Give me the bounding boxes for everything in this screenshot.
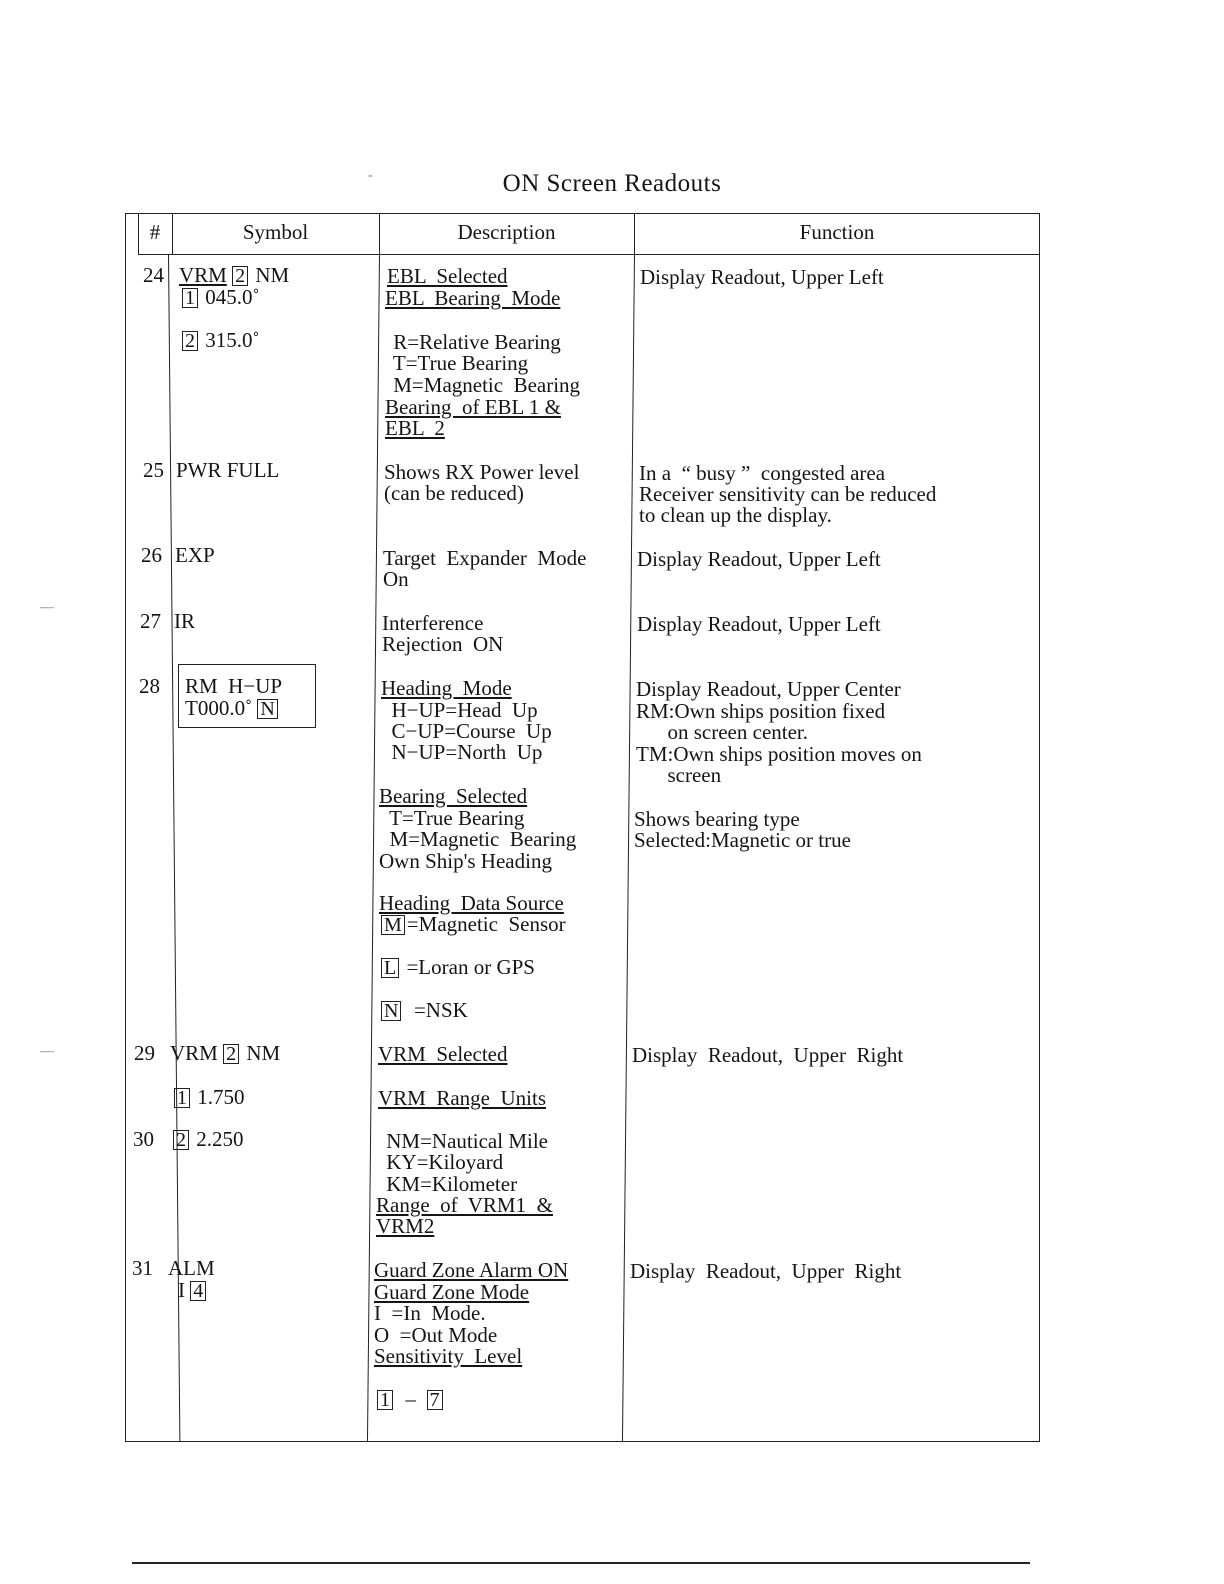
row-number: 29: [134, 1041, 155, 1065]
function-text: TM:Own ships position moves on: [636, 742, 922, 766]
description-text: KY=Kiloyard: [381, 1150, 504, 1174]
description-heading: Range of VRM1 &: [376, 1193, 553, 1217]
description-heading: EBL Selected: [387, 264, 508, 288]
symbol-text: 2.250: [196, 1127, 244, 1151]
symbol-cell: [179, 265, 289, 286]
function-text: screen: [636, 763, 722, 787]
description-heading: EBL Bearing Mode: [385, 286, 561, 310]
description-text: NM=Nautical Mile: [381, 1129, 548, 1153]
row-number: 27: [140, 609, 161, 633]
symbol-text: NM: [255, 263, 290, 287]
symbol-text: 045.0˚: [205, 285, 260, 309]
row-number: 31: [132, 1256, 153, 1280]
description-heading: Bearing of EBL 1 &: [385, 395, 561, 419]
description-text: [381, 914, 566, 935]
description-text: On: [383, 567, 409, 591]
symbol-cell: [178, 1280, 208, 1301]
description-heading: Sensitivity Level: [374, 1344, 523, 1368]
description-heading: Guard Zone Alarm ON: [374, 1258, 569, 1282]
symbol-text: 315.0˚: [205, 328, 260, 352]
number-box: 7: [427, 1390, 443, 1410]
symbol-text: 1.750: [197, 1085, 245, 1109]
number-box: N: [257, 699, 277, 719]
number-box: 2: [223, 1044, 239, 1064]
description-text: =Magnetic Sensor: [406, 912, 566, 936]
description-heading: VRM Range Units: [378, 1086, 546, 1110]
description-text: KM=Kilometer: [381, 1172, 518, 1196]
symbol-cell: [170, 1043, 280, 1064]
symbol-text: VRM: [179, 263, 227, 287]
symbol-text: IR: [174, 609, 195, 633]
description-text: T=True Bearing: [379, 806, 525, 830]
symbol-text: EXP: [175, 543, 215, 567]
footer-rule: [132, 1562, 1030, 1564]
function-text: Display Readout, Upper Right: [632, 1043, 904, 1067]
description-heading: Guard Zone Mode: [374, 1280, 530, 1304]
description-text: =NSK: [403, 998, 468, 1022]
description-text: =Loran or GPS: [401, 955, 535, 979]
symbol-cell: [182, 287, 260, 308]
symbol-cell: [174, 1087, 245, 1108]
function-text: Display Readout, Upper Center: [636, 677, 901, 701]
symbol-cell: [182, 330, 260, 351]
scan-mark: —: [40, 1044, 54, 1059]
number-box: 4: [190, 1281, 206, 1301]
description-text: Shows RX Power level: [384, 460, 580, 484]
description-text: N−UP=North Up: [381, 740, 543, 764]
page-title: ON Screen Readouts: [502, 170, 722, 197]
symbol-text: T000.0˚: [185, 696, 253, 720]
number-box: 1: [174, 1088, 190, 1108]
description-text: I =In Mode.: [374, 1301, 486, 1325]
description-text: [381, 957, 535, 978]
function-text: Display Readout, Upper Left: [637, 547, 881, 571]
symbol-text: VRM: [170, 1041, 218, 1065]
function-text: RM:Own ships position fixed: [636, 699, 886, 723]
description-heading: VRM Selected: [378, 1042, 508, 1066]
description-text: Interference: [382, 611, 484, 635]
row-number: 24: [143, 263, 164, 287]
description-text: O =Out Mode: [374, 1323, 498, 1347]
header-description: Description: [457, 220, 556, 244]
number-box: 2: [182, 331, 198, 351]
number-box: 2: [232, 266, 248, 286]
function-text: Display Readout, Upper Right: [630, 1259, 902, 1283]
description-text: Own Ship's Heading: [379, 849, 552, 873]
number-box: 2: [173, 1130, 189, 1150]
function-text: Display Readout, Upper Left: [637, 612, 881, 636]
function-text: Shows bearing type: [634, 807, 800, 831]
symbol-cell: [173, 1129, 244, 1150]
function-text: on screen center.: [636, 720, 809, 744]
row-number: 26: [141, 543, 162, 567]
number-box: L: [381, 958, 399, 978]
function-text: Selected:Magnetic or true: [634, 828, 851, 852]
header-function: Function: [799, 220, 875, 244]
row-number: 28: [139, 674, 160, 698]
header-divider: [138, 254, 1040, 255]
description-heading: Heading Mode: [381, 676, 512, 700]
description-text: Rejection ON: [382, 632, 504, 656]
description-text: R=Relative Bearing: [388, 330, 561, 354]
description-heading: Bearing Selected: [379, 784, 528, 808]
function-text: Receiver sensitivity can be reduced: [639, 482, 937, 506]
function-text: Display Readout, Upper Left: [640, 265, 884, 289]
symbol-text: PWR FULL: [176, 458, 280, 482]
description-text: M=Magnetic Bearing: [379, 827, 577, 851]
description-heading: VRM2: [376, 1214, 435, 1238]
description-text: C−UP=Course Up: [381, 719, 552, 743]
symbol-text: NM: [246, 1041, 281, 1065]
number-box: M: [381, 915, 405, 935]
symbol-cell: [185, 698, 280, 719]
description-heading: EBL 2: [385, 416, 445, 440]
number-box: 1: [182, 288, 198, 308]
number-box: N: [381, 1001, 401, 1021]
function-text: In a “ busy ” congested area: [639, 461, 886, 485]
scan-mark: -: [368, 168, 373, 183]
header-num: #: [149, 220, 161, 244]
description-text: [381, 1000, 468, 1021]
symbol-text: I: [178, 1278, 185, 1302]
number-box: 1: [377, 1390, 393, 1410]
range-dash: –: [405, 1387, 416, 1411]
readouts-table: [125, 213, 1040, 1442]
description-text: Target Expander Mode: [383, 546, 587, 570]
function-text: to clean up the display.: [639, 503, 832, 527]
symbol-text: RM H−UP: [185, 674, 283, 698]
scan-mark: —: [40, 600, 54, 615]
header-symbol: Symbol: [242, 220, 309, 244]
sensitivity-range: [377, 1389, 445, 1410]
description-text: (can be reduced): [384, 481, 524, 505]
description-text: M=Magnetic Bearing: [388, 373, 581, 397]
description-text: H−UP=Head Up: [381, 698, 538, 722]
row-number: 30: [133, 1127, 154, 1151]
symbol-text: ALM: [168, 1256, 215, 1280]
description-text: T=True Bearing: [388, 351, 529, 375]
row-number: 25: [143, 458, 164, 482]
description-heading: Heading Data Source: [379, 891, 564, 915]
